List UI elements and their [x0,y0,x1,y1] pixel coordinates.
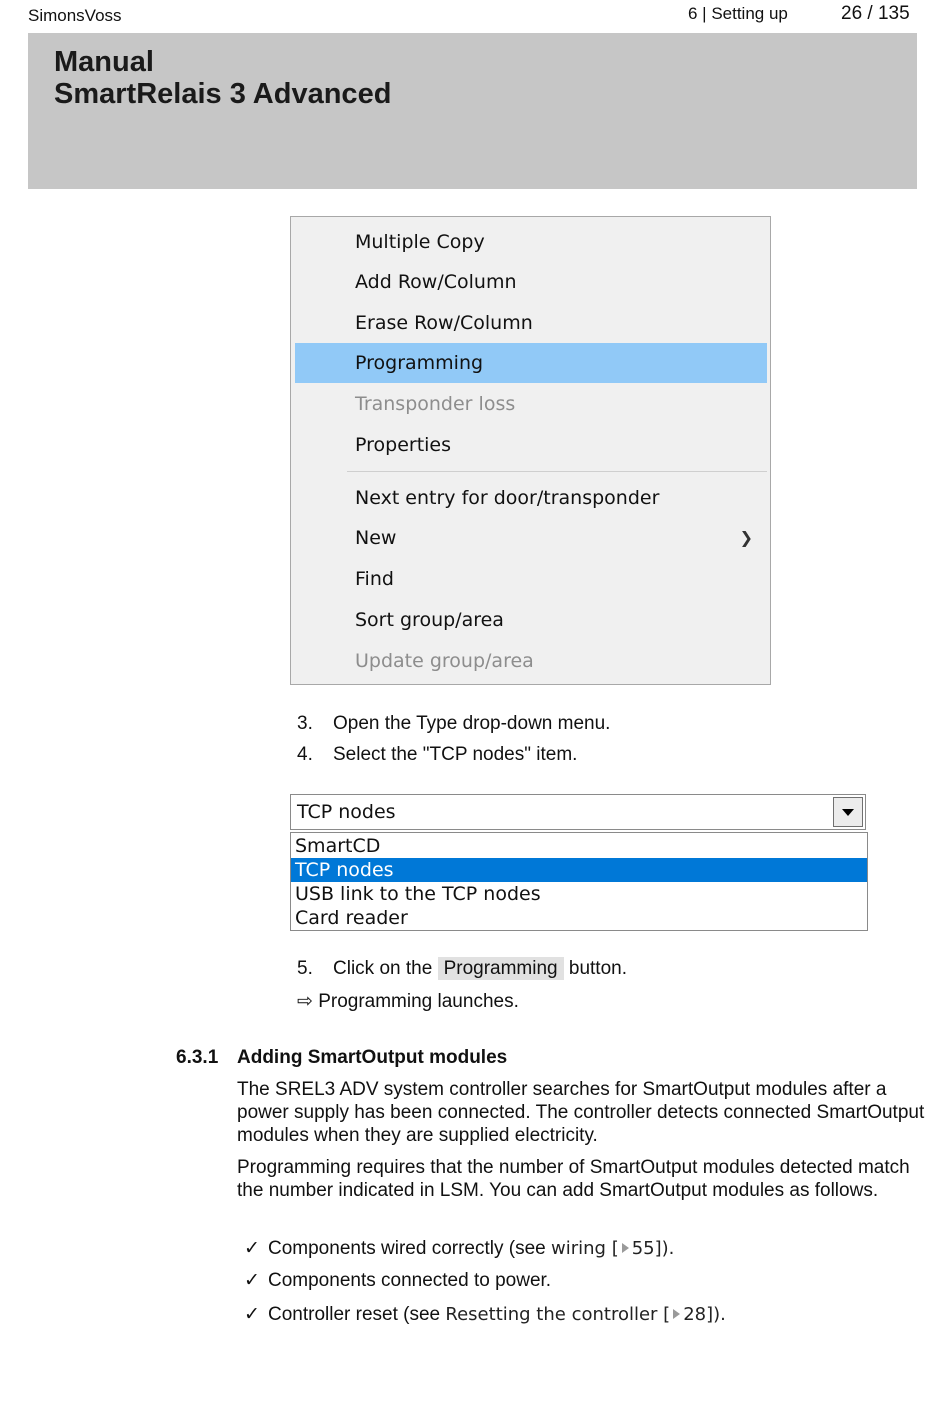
section-number: 6.3.1 [176,1047,219,1068]
menu-item-programming[interactable]: Programming [295,343,767,383]
menu-item-transponder-loss: Transponder loss [355,393,516,415]
menu-item-erase-row-column[interactable]: Erase Row/Column [355,312,533,334]
type-dropdown-list [290,832,868,931]
context-menu [290,216,771,685]
section-title: Adding SmartOutput modules [237,1047,508,1068]
page-ref-triangle-icon [673,1309,680,1319]
result-line [297,990,519,1013]
checklist-text: Controller reset (see [268,1304,446,1325]
manual-title-line2: SmartRelais 3 Advanced [54,78,392,110]
step-number: 4. [297,744,313,765]
type-dropdown[interactable] [290,794,866,830]
step5-after: button. [568,958,627,979]
checkmark-icon: ✓ [244,1270,260,1291]
page-ref[interactable]: 28 [683,1304,707,1325]
dropdown-option-tcp-nodes[interactable]: TCP nodes [291,858,867,882]
manual-title-line1: Manual [54,46,154,78]
menu-item-update-group-area: Update group/area [355,650,534,672]
checklist-text: Components connected to power. [268,1270,552,1291]
checklist-item-wiring: ✓ Components wired correctly (see wiring [ 55]). [244,1238,675,1259]
resetting-controller-link[interactable]: Resetting the controller [445,1304,658,1325]
chevron-down-icon [842,809,854,816]
step-number: 3. [297,713,313,734]
menu-item-new[interactable] [295,518,767,558]
page-ref[interactable]: 55 [631,1238,655,1259]
result-text: Programming launches. [318,991,519,1012]
result-arrow-icon: ⇨ [297,991,313,1012]
menu-item-new-label: New [355,527,397,549]
dropdown-option-smartcd[interactable]: SmartCD [295,835,381,857]
programming-button-reference: Programming [438,957,564,980]
wiring-link[interactable]: wiring [551,1238,606,1259]
section-paragraph-2: Programming requires that the number of SmartOutput modules detected match the number indicated in LSM. You can add SmartOutput modules as follows. [237,1157,910,1201]
section-paragraph-1: The SREL3 ADV system controller searches for SmartOutput modules after a power supply has been connected. The controller detects connected SmartOutput modules when they are supplied electricity. [237,1079,925,1146]
checkmark-icon: ✓ [244,1304,260,1325]
step-text [333,958,627,980]
title-banner [28,33,917,189]
step-number: 5. [297,958,313,979]
dropdown-option-usb-link[interactable]: USB link to the TCP nodes [295,883,541,905]
step5-before: Click on the [333,958,433,979]
checklist-item-power [244,1269,551,1292]
menu-item-add-row-column[interactable]: Add Row/Column [355,271,517,293]
checklist-text: Components wired correctly (see [268,1238,551,1259]
menu-separator [347,471,767,472]
page-ref-close: ]). [706,1304,726,1325]
step-text: Select the "TCP nodes" item. [333,744,578,765]
chevron-right-icon: ❯ [739,528,753,547]
manual-title [54,46,391,110]
menu-item-next-entry[interactable]: Next entry for door/transponder [355,487,660,509]
page-ref-triangle-icon [622,1243,629,1253]
header-page-number: 26 / 135 [841,3,910,24]
checklist-item-reset: ✓ Controller reset (see Resetting the controller [ 28]). [244,1304,726,1325]
type-dropdown-value: TCP nodes [297,801,396,823]
step-text: Open the Type drop-down menu. [333,713,611,734]
menu-item-sort-group-area[interactable]: Sort group/area [355,609,504,631]
header-brand: SimonsVoss [28,6,122,25]
dropdown-button[interactable] [833,797,863,827]
menu-item-find[interactable]: Find [355,568,394,590]
menu-item-multiple-copy[interactable]: Multiple Copy [355,231,485,253]
dropdown-option-card-reader[interactable]: Card reader [295,907,408,929]
page-ref-close: ]). [654,1238,675,1259]
header-chapter: 6 | Setting up [688,4,788,23]
checkmark-icon: ✓ [244,1238,260,1259]
menu-item-properties[interactable]: Properties [355,434,452,456]
